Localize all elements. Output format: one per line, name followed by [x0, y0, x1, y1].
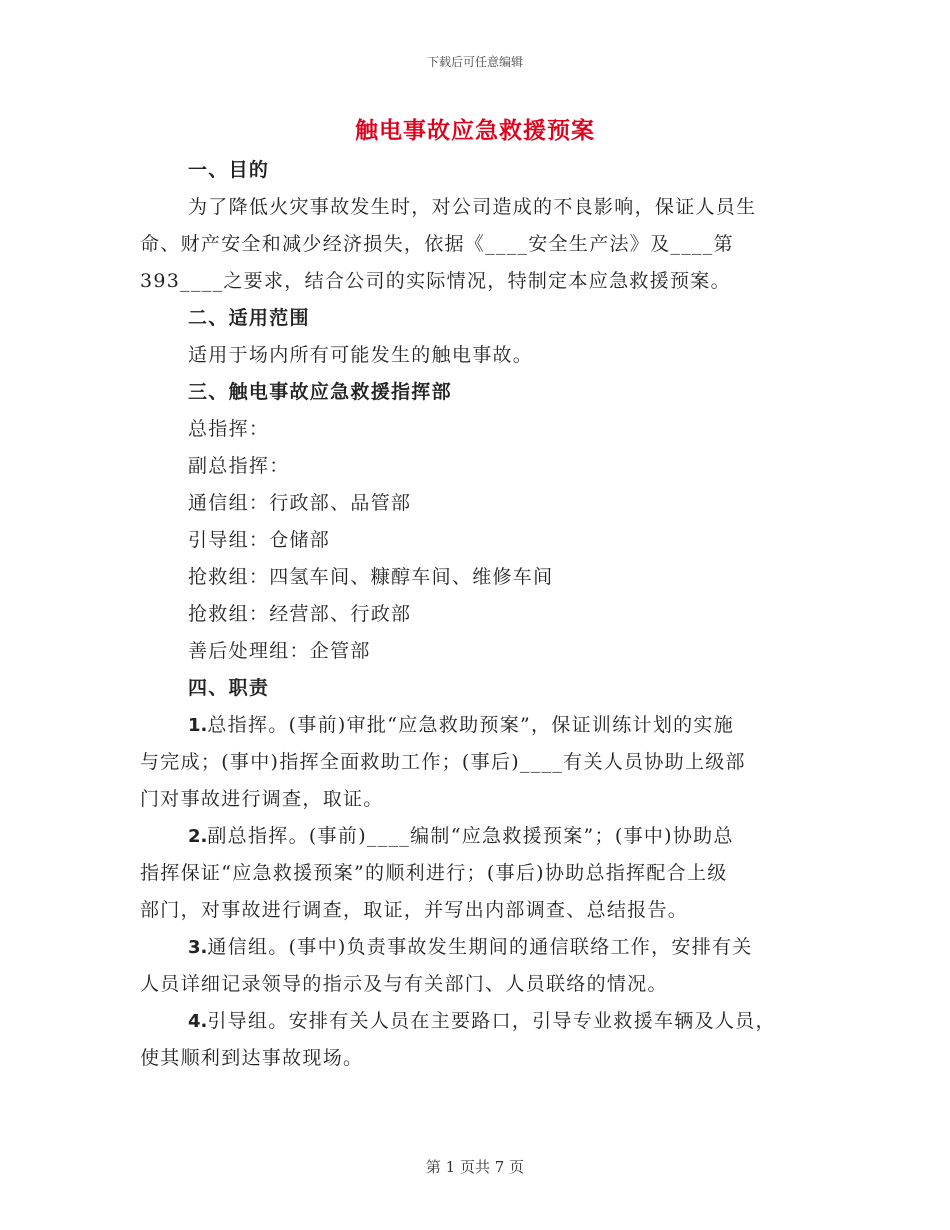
duty-item-first-line	[140, 707, 810, 744]
duty-number: 3.	[188, 937, 208, 958]
duty-item-first-line	[140, 818, 810, 855]
command-item: 总指挥：	[188, 418, 270, 440]
paragraph-line: 命、财产安全和减少经济损失，依据《____安全生产法》及____第	[140, 233, 734, 255]
paragraph-line: 人员详细记录领导的指示及与有关部门、人员联络的情况。	[140, 973, 668, 995]
command-item: 通信组：行政部、品管部	[188, 492, 412, 514]
paragraph-line: 部门，对事故进行调查，取证，并写出内部调查、总结报告。	[140, 899, 689, 921]
duty-item-first-line	[140, 929, 810, 966]
document-title: 触电事故应急救援预案	[355, 117, 595, 144]
duty-number: 4.	[188, 1011, 208, 1032]
duty-number: 1.	[188, 715, 208, 736]
document-body	[140, 152, 810, 1077]
paragraph-line: 指挥保证“应急救援预案”的顺利进行；(事后)协助总指挥配合上级	[140, 862, 728, 884]
page-footer: 第 1 页共 7 页	[425, 1158, 525, 1176]
duty-text: 副总指挥。(事前)____编制“应急救援预案”；(事中)协助总	[207, 825, 734, 847]
paragraph-line: 为了降低火灾事故发生时，对公司造成的不良影响，保证人员生	[188, 196, 757, 218]
paragraph-line: 适用于场内所有可能发生的触电事故。	[188, 344, 534, 366]
paragraph-line: 使其顺利到达事故现场。	[140, 1047, 364, 1069]
duty-text: 引导组。安排有关人员在主要路口，引导专业救援车辆及人员，	[207, 1010, 776, 1032]
duty-item-first-line	[140, 1003, 810, 1040]
section-heading-scope: 二、适用范围	[188, 307, 310, 329]
duty-text: 总指挥。(事前)审批“应急救助预案”，保证训练计划的实施	[207, 714, 735, 736]
section-heading-command: 三、触电事故应急救援指挥部	[188, 381, 452, 403]
command-item: 抢救组：四氢车间、糠醇车间、维修车间	[188, 566, 554, 588]
section-heading-purpose: 一、目的	[188, 159, 270, 181]
command-item: 副总指挥：	[188, 455, 290, 477]
paragraph-line: 393____之要求，结合公司的实际情况，特制定本应急救援预案。	[140, 270, 731, 292]
paragraph-line: 门对事故进行调查，取证。	[140, 788, 384, 810]
command-item: 引导组：仓储部	[188, 529, 331, 551]
paragraph-line: 与完成；(事中)指挥全面救助工作；(事后)____有关人员协助上级部	[140, 751, 746, 773]
duty-text: 通信组。(事中)负责事故发生期间的通信联络工作，安排有关	[207, 936, 753, 958]
header-note: 下载后可任意编辑	[426, 55, 523, 69]
command-item: 善后处理组：企管部	[188, 640, 371, 662]
command-item: 抢救组：经营部、行政部	[188, 603, 412, 625]
duty-number: 2.	[188, 826, 208, 847]
section-heading-duties: 四、职责	[188, 677, 270, 699]
